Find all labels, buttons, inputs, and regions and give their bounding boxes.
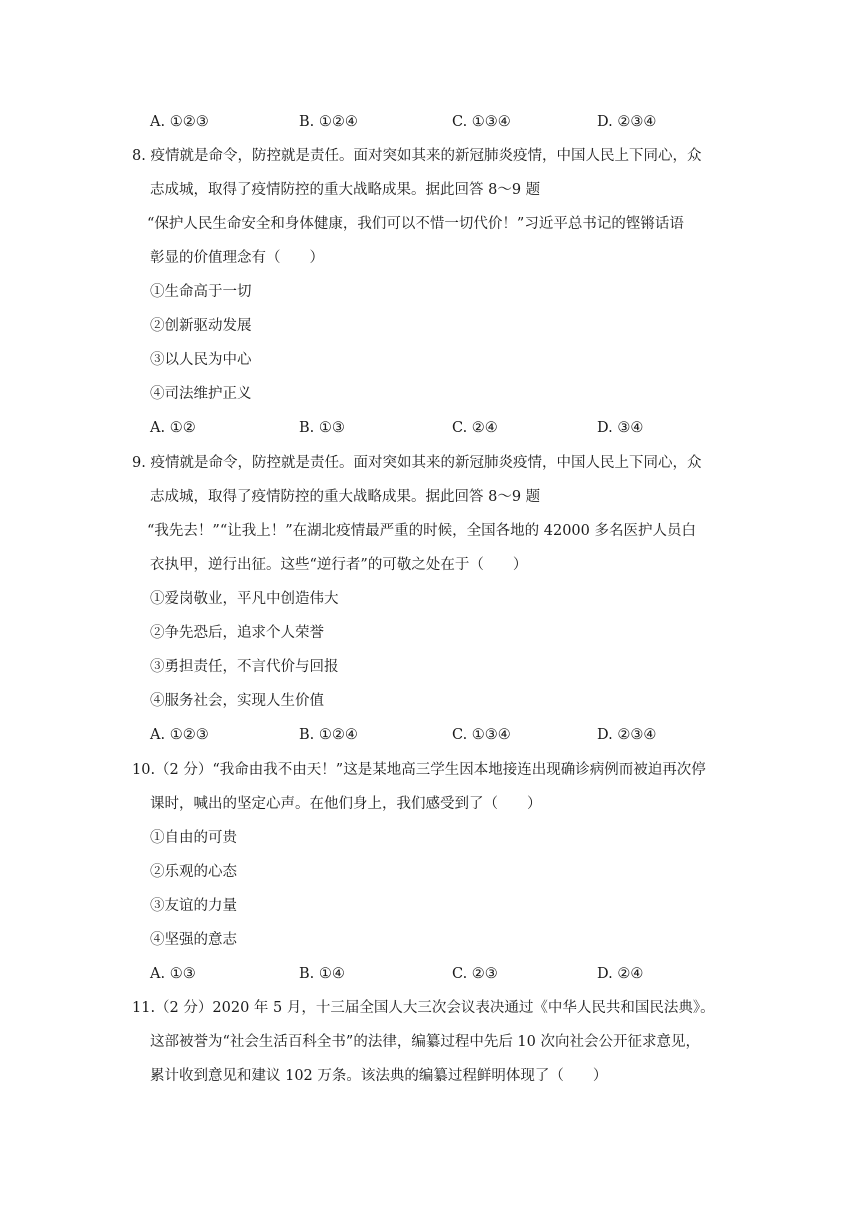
q9-item-4: ④服务社会，实现人生价值 bbox=[150, 693, 324, 709]
q10-option-c: C. ②③ bbox=[452, 966, 498, 982]
q8-quote-line1: “保护人民生命安全和身体健康，我们可以不惜一切代价！”习近平总书记的铿锵话语 bbox=[147, 216, 684, 232]
option-d: D. ②③④ bbox=[597, 114, 657, 130]
q8-item-3: ③以人民为中心 bbox=[150, 352, 252, 368]
q11-stem-line1: 11.（2 分）2020 年 5 月，十三届全国人大三次会议表决通过《中华人民共和国民法典》。 bbox=[132, 1000, 715, 1016]
q9-quote-line2: 衣执甲，逆行出征。这些“逆行者”的可敬之处在于（ ） bbox=[150, 557, 528, 573]
q9-item-2: ②争先恐后，追求个人荣誉 bbox=[150, 625, 324, 641]
q10-item-4: ④坚强的意志 bbox=[150, 932, 237, 948]
q10-item-1: ①自由的可贵 bbox=[150, 830, 237, 846]
q9-item-3: ③勇担责任，不言代价与回报 bbox=[150, 659, 339, 675]
q9-option-a: A. ①②③ bbox=[150, 727, 209, 743]
q10-item-3: ③友谊的力量 bbox=[150, 898, 237, 914]
q10-option-b: B. ①④ bbox=[299, 966, 345, 982]
q11-stem-line2: 这部被誉为“社会生活百科全书”的法律，编纂过程中先后 10 次向社会公开征求意见， bbox=[150, 1034, 700, 1050]
q11-stem-line3: 累计收到意见和建议 102 万条。该法典的编纂过程鲜明体现了（ ） bbox=[150, 1068, 608, 1084]
q10-option-a: A. ①③ bbox=[150, 966, 196, 982]
q10-option-d: D. ②④ bbox=[597, 966, 644, 982]
option-a: A. ①②③ bbox=[150, 114, 209, 130]
q8-option-a: A. ①② bbox=[150, 420, 196, 436]
option-c: C. ①③④ bbox=[452, 114, 511, 130]
q8-stem-line1: 8. 疫情就是命令，防控就是责任。面对突如其来的新冠肺炎疫情，中国人民上下同心，众 bbox=[132, 148, 702, 164]
q9-option-c: C. ①③④ bbox=[452, 727, 511, 743]
option-b: B. ①②④ bbox=[299, 114, 358, 130]
q9-option-b: B. ①②④ bbox=[299, 727, 358, 743]
q8-stem-line2: 志成城，取得了疫情防控的重大战略成果。据此回答 8～9 题 bbox=[150, 182, 541, 198]
q8-item-4: ④司法维护正义 bbox=[150, 386, 252, 402]
q8-option-d: D. ③④ bbox=[597, 420, 644, 436]
q9-item-1: ①爱岗敬业，平凡中创造伟大 bbox=[150, 591, 339, 607]
q9-stem-line2: 志成城，取得了疫情防控的重大战略成果。据此回答 8～9 题 bbox=[150, 489, 541, 505]
q8-option-c: C. ②④ bbox=[452, 420, 498, 436]
q8-option-b: B. ①③ bbox=[299, 420, 345, 436]
q10-stem-line2: 课时，喊出的坚定心声。在他们身上，我们感受到了（ ） bbox=[150, 796, 542, 812]
q9-stem-line1: 9. 疫情就是命令，防控就是责任。面对突如其来的新冠肺炎疫情，中国人民上下同心，众 bbox=[132, 455, 702, 471]
q8-quote-line2: 彰显的价值理念有（ ） bbox=[150, 250, 324, 266]
q9-quote-line1: “我先去！”“让我上！”在湖北疫情最严重的时候，全国各地的 42000 多名医护人员白 bbox=[147, 523, 696, 539]
q10-item-2: ②乐观的心态 bbox=[150, 864, 237, 880]
q9-option-d: D. ②③④ bbox=[597, 727, 657, 743]
q8-item-2: ②创新驱动发展 bbox=[150, 318, 252, 334]
q10-stem-line1: 10.（2 分）“我命由我不由天！”这是某地高三学生因本地接连出现确诊病例而被迫再次停 bbox=[132, 762, 706, 778]
q8-item-1: ①生命高于一切 bbox=[150, 284, 252, 300]
